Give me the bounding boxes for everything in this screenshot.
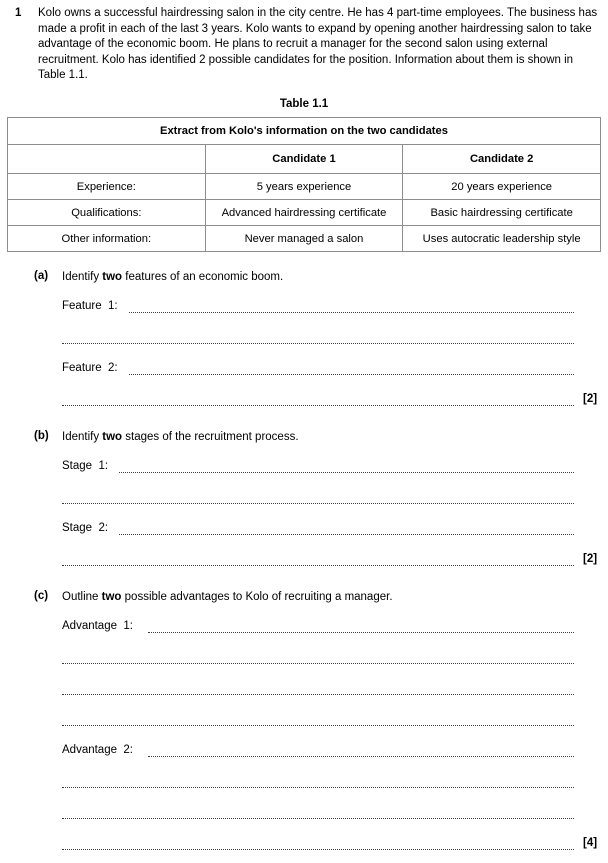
part-b-prompt: [62, 430, 598, 445]
table-caption: Table 1.1: [279, 98, 329, 110]
answer-dotted-line[interactable]: [62, 848, 574, 850]
marks-a: [2]: [583, 393, 598, 405]
table-row-headers: [8, 145, 601, 174]
question-stem-block: [0, 6, 608, 84]
marks-c: [4]: [583, 837, 598, 849]
part-c-label: (c): [34, 590, 49, 602]
part-a-prompt-pre: Identify: [62, 271, 103, 283]
part-b-prompt-pre: Identify: [62, 431, 103, 443]
answer-dotted-line[interactable]: [119, 533, 574, 535]
answer-line[interactable]: [62, 393, 574, 409]
table-header-blank: [8, 145, 206, 174]
part-b-label: (b): [34, 430, 49, 442]
answer-dotted-line[interactable]: [62, 564, 574, 566]
table-row: [8, 226, 601, 252]
answer-line[interactable]: [62, 806, 574, 822]
answer-line[interactable]: [62, 620, 574, 636]
answer-label-advantage-1: Advantage 1:: [62, 620, 133, 632]
part-b-prompt-post: stages of the recruitment process.: [122, 431, 299, 443]
part-c-prompt: [62, 590, 598, 605]
table-header-candidate-2: Candidate 2: [403, 145, 601, 174]
answer-label-advantage-2: Advantage 2:: [62, 744, 133, 756]
answer-dotted-line[interactable]: [129, 373, 574, 375]
answer-dotted-line[interactable]: [62, 404, 574, 406]
answer-dotted-line[interactable]: [62, 786, 574, 788]
answer-dotted-line[interactable]: [148, 755, 574, 757]
answer-label-feature-2: Feature 2:: [62, 362, 118, 374]
answer-line[interactable]: [62, 460, 574, 476]
part-a-label: (a): [34, 270, 49, 282]
answer-label-stage-2: Stage 2:: [62, 522, 109, 534]
row-label-experience: Experience:: [8, 174, 206, 200]
question-number: 1: [15, 7, 22, 19]
extract-table: [7, 117, 601, 252]
answer-dotted-line[interactable]: [62, 502, 574, 504]
answer-label-stage-1: Stage 1:: [62, 460, 109, 472]
answer-dotted-line[interactable]: [62, 693, 574, 695]
part-a-prompt-emphasis: two: [102, 271, 123, 283]
answer-line[interactable]: [62, 331, 574, 347]
answer-line[interactable]: [62, 491, 574, 507]
table-header-candidate-1: Candidate 1: [205, 145, 403, 174]
answer-line[interactable]: [62, 553, 574, 569]
cell-experience-candidate-1: 5 years experience: [205, 174, 403, 200]
answer-label-feature-1: Feature 1:: [62, 300, 118, 312]
question-part-b: [0, 430, 608, 445]
cell-experience-candidate-2: 20 years experience: [403, 174, 601, 200]
cell-other-candidate-1: Never managed a salon: [205, 226, 403, 252]
marks-b: [2]: [583, 553, 598, 565]
answer-dotted-line[interactable]: [129, 311, 574, 313]
answer-line[interactable]: [62, 744, 574, 760]
part-c-prompt-emphasis: two: [101, 591, 122, 603]
table-row-title: [8, 118, 601, 145]
table-title-cell: Extract from Kolo's information on the two candidates: [8, 118, 601, 145]
answer-line[interactable]: [62, 713, 574, 729]
row-label-other-information: Other information:: [8, 226, 206, 252]
answer-dotted-line[interactable]: [62, 724, 574, 726]
table-row: [8, 174, 601, 200]
row-label-qualifications: Qualifications:: [8, 200, 206, 226]
part-a-prompt: [62, 270, 598, 285]
part-c-prompt-post: possible advantages to Kolo of recruiting a manager.: [121, 591, 393, 603]
answer-line[interactable]: [62, 837, 574, 853]
answer-dotted-line[interactable]: [119, 471, 574, 473]
answer-line[interactable]: [62, 775, 574, 791]
table-row: [8, 200, 601, 226]
question-stem-text: Kolo owns a successful hairdressing salon in the city centre. He has 4 part-time employees. The business has made a profit in each of the last 3 years. Kolo wants to expand by opening another hairdressing salon to take advantage of the economic boom. He plans to recruit a manager for the second salon using external recruitment. Kolo has identified 2 possible candidates for the position. Information about them is shown in Table 1.1.: [38, 7, 598, 81]
answer-line[interactable]: [62, 651, 574, 667]
answer-dotted-line[interactable]: [148, 631, 574, 633]
cell-other-candidate-2: Uses autocratic leadership style: [403, 226, 601, 252]
cell-qualifications-candidate-1: Advanced hairdressing certificate: [205, 200, 403, 226]
extract-table-wrapper: [7, 117, 601, 252]
cell-qualifications-candidate-2: Basic hairdressing certificate: [403, 200, 601, 226]
answer-dotted-line[interactable]: [62, 817, 574, 819]
part-c-prompt-pre: Outline: [62, 591, 102, 603]
answer-line[interactable]: [62, 362, 574, 378]
part-a-prompt-post: features of an economic boom.: [122, 271, 284, 283]
question-part-a: [0, 270, 608, 285]
answer-dotted-line[interactable]: [62, 662, 574, 664]
answer-line[interactable]: [62, 300, 574, 316]
answer-dotted-line[interactable]: [62, 342, 574, 344]
answer-line[interactable]: [62, 682, 574, 698]
question-part-c: [0, 590, 608, 605]
part-b-prompt-emphasis: two: [102, 431, 123, 443]
answer-line[interactable]: [62, 522, 574, 538]
